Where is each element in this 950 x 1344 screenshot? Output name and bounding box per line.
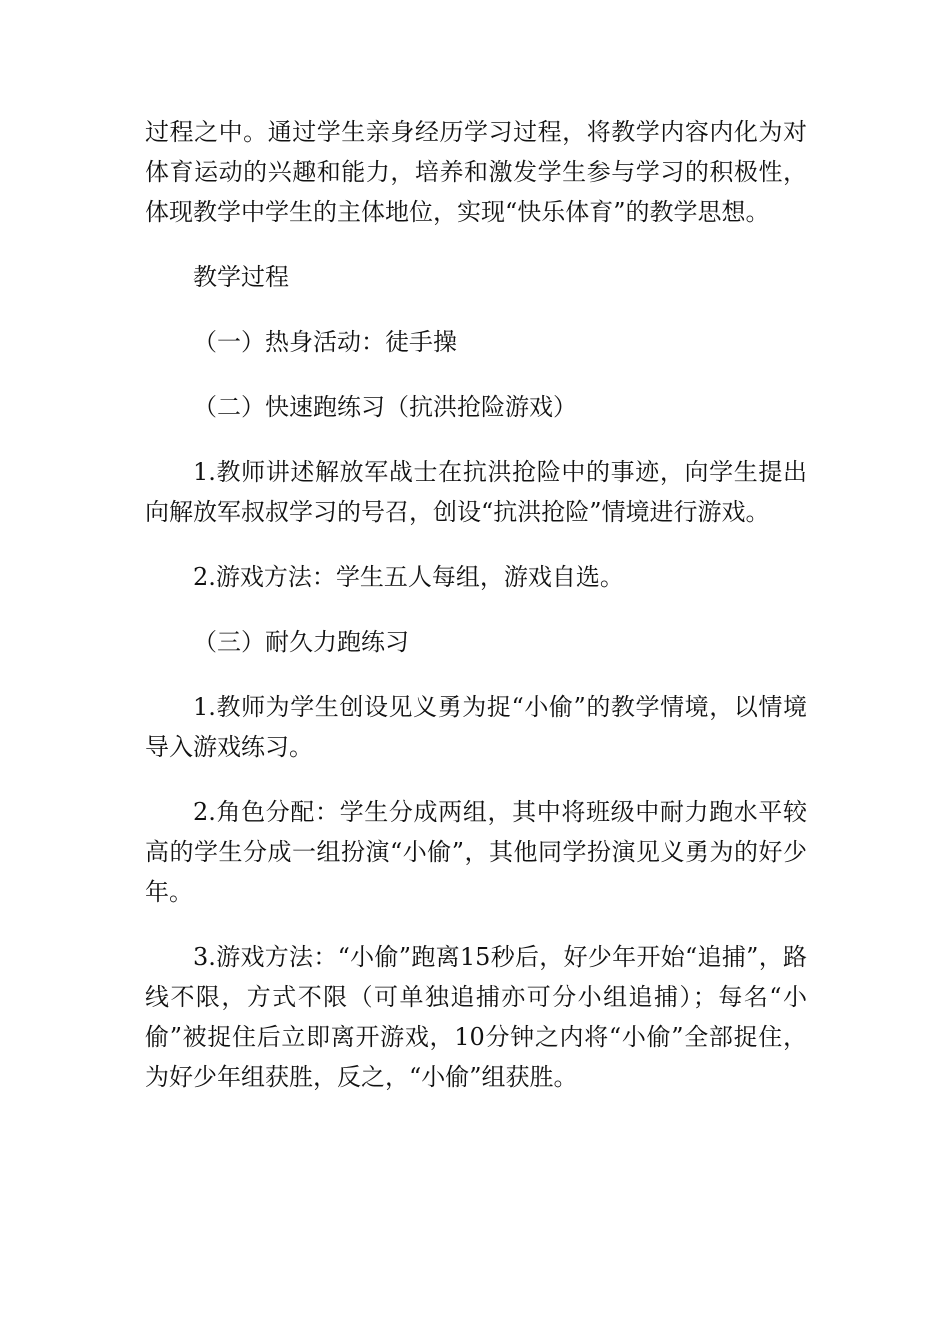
paragraph-endurance-step-3: 3.游戏方法：“小偷”跑离15秒后，好少年开始“追捕”，路线不限，方式不限（可单独追捕亦可分小组追捕）；每名“小偷”被捉住后立即离开游戏，10分钟之内将“小偷”全部捉住，为好少年组获胜，反之，“小偷”组获胜。 [145,943,807,1091]
document-page [145,112,807,1122]
heading-teaching-process: 教学过程 [193,263,289,291]
paragraph-endurance-step-2: 2.角色分配：学生分成两组，其中将班级中耐力跑水平较高的学生分成一组扮演“小偷”，其他同学扮演见义勇为的好少年。 [145,798,807,906]
paragraph-fast-run-step-1: 1.教师讲述解放军战士在抗洪抢险中的事迹，向学生提出向解放军叔叔学习的号召，创设“抗洪抢险”情境进行游戏。 [145,458,807,526]
paragraph-fast-run-step-2: 2.游戏方法：学生五人每组，游戏自选。 [193,563,624,591]
paragraph-intro-continuation: 过程之中。通过学生亲身经历学习过程，将教学内容内化为对体育运动的兴趣和能力，培养和激发学生参与学习的积极性，体现教学中学生的主体地位，实现“快乐体育”的教学思想。 [145,118,807,226]
paragraph-endurance-step-1: 1.教师为学生创设见义勇为捉“小偷”的教学情境，以情境导入游戏练习。 [145,693,807,761]
section-fast-run: （二）快速跑练习（抗洪抢险游戏） [193,393,577,421]
section-warmup: （一）热身活动：徒手操 [193,328,457,356]
section-endurance-run: （三）耐久力跑练习 [193,628,409,656]
